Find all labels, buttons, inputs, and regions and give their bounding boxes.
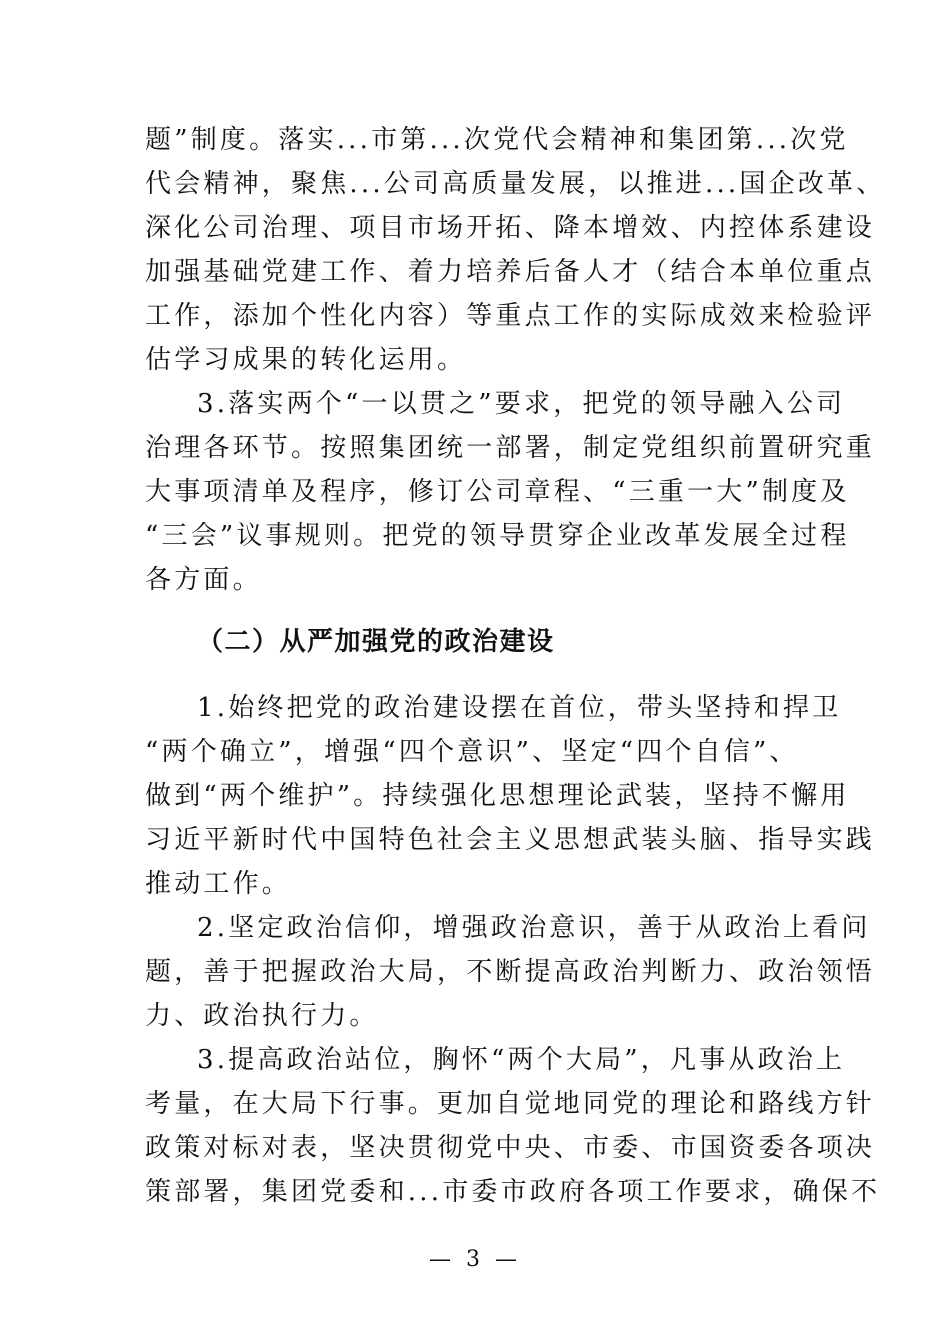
text-line: 习近平新时代中国特色社会主义思想武装头脑、指导实践 xyxy=(145,825,876,855)
paragraph-start-line: 3.落实两个“一以贯之”要求，把党的领导融入公司 xyxy=(197,389,846,419)
paragraph-start-line: 3.提高政治站位，胸怀“两个大局”，凡事从政治上 xyxy=(197,1045,846,1075)
text-line: 各方面。 xyxy=(145,565,262,595)
text-line: 推动工作。 xyxy=(145,869,292,899)
text-line: 题，善于把握政治大局，不断提高政治判断力、政治领悟 xyxy=(145,957,876,987)
text-line: 政策对标对表，坚决贯彻党中央、市委、市国资委各项决 xyxy=(145,1133,876,1163)
text-line: 代会精神，聚焦...公司高质量发展，以推进...国企改革、 xyxy=(145,169,886,199)
text-line: 治理各环节。按照集团统一部署，制定党组织前置研究重 xyxy=(145,433,876,463)
text-line: 估学习成果的转化运用。 xyxy=(145,345,467,375)
text-line: 深化公司治理、项目市场开拓、降本增效、内控体系建设 xyxy=(145,213,876,243)
text-line: 力、政治执行力。 xyxy=(145,1001,379,1031)
paragraph-start-line: 1.始终把党的政治建设摆在首位，带头坚持和捍卫 xyxy=(197,693,842,723)
text-line: 策部署，集团党委和...市委市政府各项工作要求，确保不 xyxy=(145,1177,881,1207)
paragraph-start-line: 2.坚定政治信仰，增强政治意识，善于从政治上看问 xyxy=(197,913,871,943)
text-line: 考量，在大局下行事。更加自觉地同党的理论和路线方针 xyxy=(145,1089,876,1119)
page-number: — 3 — xyxy=(429,1247,521,1272)
text-line: 题”制度。落实...市第...次党代会精神和集团第...次党 xyxy=(145,125,849,155)
section-heading: （二）从严加强党的政治建设 xyxy=(197,627,555,657)
text-line: “三会”议事规则。把党的领导贯穿企业改革发展全过程 xyxy=(145,521,850,551)
text-line: 加强基础党建工作、着力培养后备人才（结合本单位重点 xyxy=(145,257,876,287)
text-line: 工作，添加个性化内容）等重点工作的实际成效来检验评 xyxy=(145,301,876,331)
text-line: 做到“两个维护”。持续强化思想理论武装，坚持不懈用 xyxy=(145,781,850,811)
text-line: 大事项清单及程序，修订公司章程、“三重一大”制度及 xyxy=(145,477,850,507)
text-line: “两个确立”，增强“四个意识”、坚定“四个自信”、 xyxy=(145,737,799,767)
